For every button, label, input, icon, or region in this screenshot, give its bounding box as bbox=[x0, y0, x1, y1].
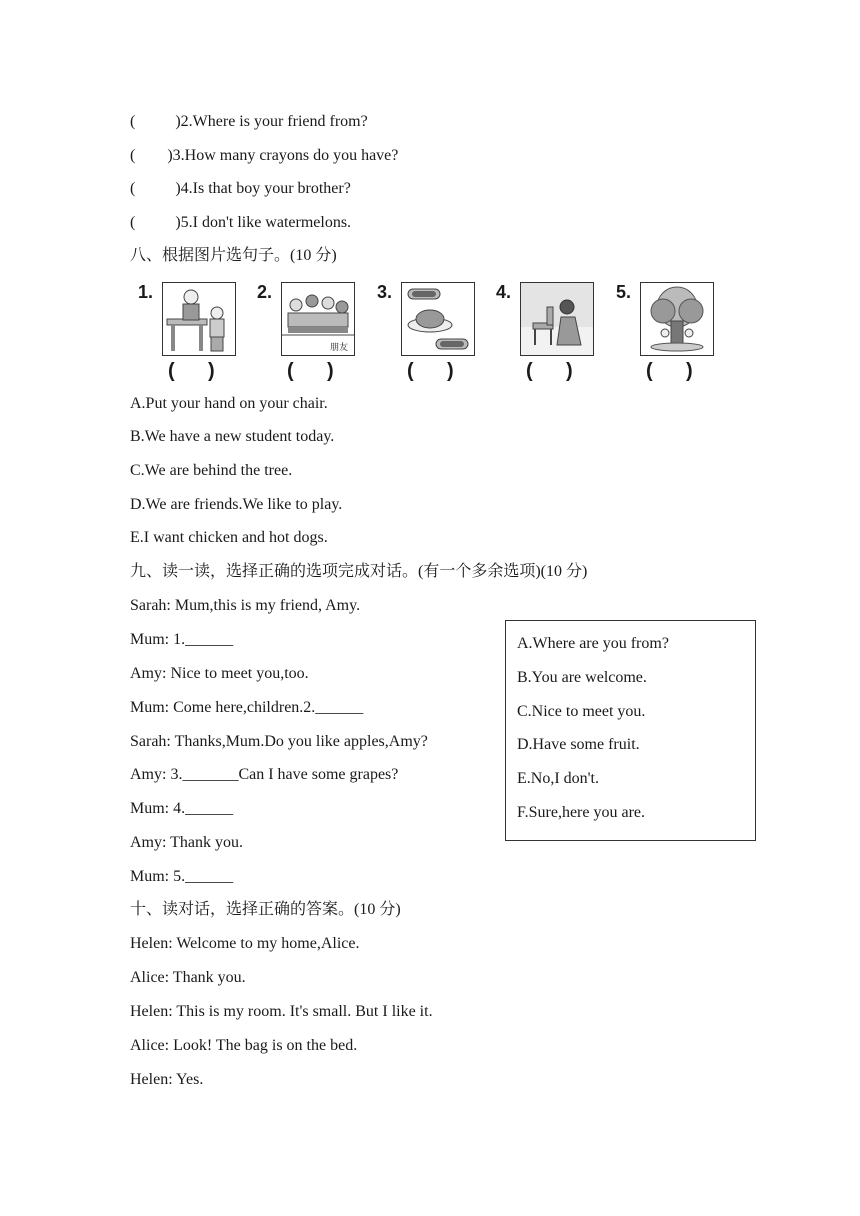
children-playing-icon bbox=[281, 282, 355, 356]
answer-paren[interactable]: ( ) bbox=[130, 113, 181, 130]
chicken-hotdog-icon bbox=[401, 282, 475, 356]
answer-blank[interactable]: ( ) bbox=[168, 360, 215, 382]
section8-option-d: D.We are friends.We like to play. bbox=[130, 496, 343, 513]
tree-children-icon bbox=[640, 282, 714, 356]
picture-item-4 bbox=[488, 278, 598, 388]
dialogue-line: Amy: Nice to meet you,too. bbox=[130, 665, 309, 682]
dialogue-line[interactable]: Amy: 3._______Can I have some grapes? bbox=[130, 766, 399, 783]
section9-heading: 九、读一读，选择正确的选项完成对话。(有一个多余选项)(10 分) bbox=[130, 563, 588, 580]
dialogue-line: Helen: Welcome to my home,Alice. bbox=[130, 935, 360, 952]
picture-number: 4. bbox=[496, 282, 512, 302]
dialogue-line: Alice: Thank you. bbox=[130, 969, 246, 986]
dialogue-line[interactable]: Mum: 5.______ bbox=[130, 868, 234, 885]
options-box bbox=[505, 620, 756, 841]
picture-number: 3. bbox=[377, 282, 393, 302]
picture-number: 5. bbox=[616, 282, 632, 302]
girl-chair-icon bbox=[520, 282, 594, 356]
dialogue-line[interactable]: Mum: 4.______ bbox=[130, 800, 234, 817]
option-c: C.Nice to meet you. bbox=[517, 703, 646, 720]
picture-item-3 bbox=[369, 278, 479, 388]
picture-number: 1. bbox=[138, 282, 154, 302]
picture-number: 2. bbox=[257, 282, 273, 302]
dialogue-line: Sarah: Mum,this is my friend, Amy. bbox=[130, 597, 361, 614]
answer-blank[interactable]: ( ) bbox=[646, 360, 693, 382]
question-text: 2.Where is your friend from? bbox=[180, 113, 368, 130]
section8-option-a: A.Put your hand on your chair. bbox=[130, 395, 328, 412]
teacher-student-icon bbox=[162, 282, 236, 356]
section10-heading: 十、读对话，选择正确的答案。(10 分) bbox=[130, 901, 401, 918]
answer-paren[interactable]: ( ) bbox=[130, 180, 181, 197]
picture-row bbox=[130, 278, 730, 388]
question-3 bbox=[130, 146, 398, 166]
picture-caption: 朋友 bbox=[329, 343, 348, 353]
picture-item-1 bbox=[130, 278, 240, 388]
answer-paren[interactable]: ( ) bbox=[130, 147, 173, 164]
picture-item-5 bbox=[608, 278, 718, 388]
section8-option-e: E.I want chicken and hot dogs. bbox=[130, 529, 328, 546]
dialogue-line: Alice: Look! The bag is on the bed. bbox=[130, 1037, 358, 1054]
answer-blank[interactable]: ( ) bbox=[407, 360, 454, 382]
question-text: 5.I don't like watermelons. bbox=[180, 214, 352, 231]
dialogue-line: Helen: Yes. bbox=[130, 1071, 204, 1088]
answer-paren[interactable]: ( ) bbox=[130, 214, 181, 231]
option-f: F.Sure,here you are. bbox=[517, 804, 646, 821]
dialogue-line: Amy: Thank you. bbox=[130, 834, 244, 851]
section8-option-c: C.We are behind the tree. bbox=[130, 462, 293, 479]
question-4 bbox=[130, 179, 351, 199]
dialogue-line: Sarah: Thanks,Mum.Do you like apples,Amy? bbox=[130, 733, 428, 750]
answer-blank[interactable]: ( ) bbox=[287, 360, 334, 382]
question-text: 3.How many crayons do you have? bbox=[172, 147, 399, 164]
dialogue-line[interactable]: Mum: 1.______ bbox=[130, 631, 234, 648]
picture-item-2 bbox=[249, 278, 359, 388]
dialogue-line[interactable]: Mum: Come here,children.2.______ bbox=[130, 699, 364, 716]
question-2 bbox=[130, 112, 368, 132]
question-5 bbox=[130, 213, 351, 233]
section8-heading: 八、根据图片选句子。(10 分) bbox=[130, 247, 337, 264]
dialogue-line: Helen: This is my room. It's small. But I like it. bbox=[130, 1003, 433, 1020]
option-b: B.You are welcome. bbox=[517, 669, 647, 686]
section8-option-b: B.We have a new student today. bbox=[130, 428, 335, 445]
answer-blank[interactable]: ( ) bbox=[526, 360, 573, 382]
option-d: D.Have some fruit. bbox=[517, 736, 640, 753]
question-text: 4.Is that boy your brother? bbox=[180, 180, 351, 197]
option-e: E.No,I don't. bbox=[517, 770, 599, 787]
option-a: A.Where are you from? bbox=[517, 635, 669, 652]
